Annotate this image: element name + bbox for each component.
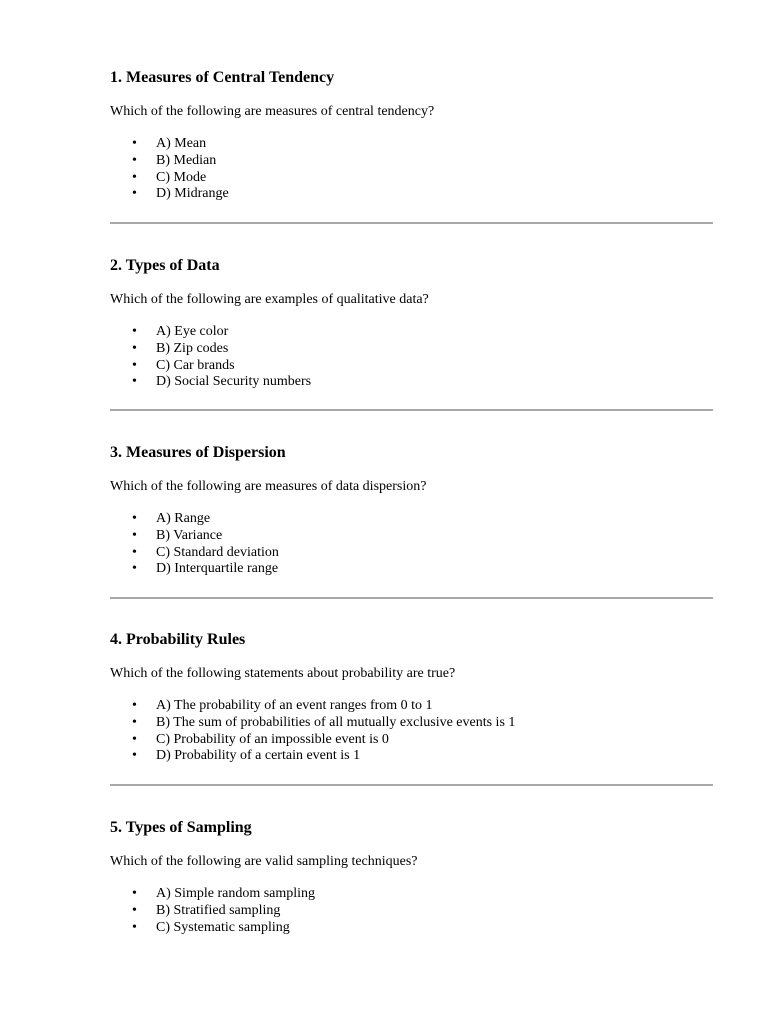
- option-a: [110, 324, 311, 341]
- bullet-icon: •: [132, 714, 137, 730]
- question-prompt: Which of the following are measures of central tendency?: [110, 104, 435, 119]
- divider: [110, 222, 713, 224]
- option-c: [110, 358, 311, 375]
- option-b: [110, 153, 229, 170]
- option-label: B) Variance: [156, 527, 223, 543]
- question-1: [110, 68, 713, 202]
- option-c: [110, 170, 229, 187]
- option-label: A) Simple random sampling: [156, 886, 316, 901]
- option-label: B) Zip codes: [156, 340, 229, 356]
- options-list: [110, 886, 315, 936]
- option-label: D) Social Security numbers: [156, 374, 312, 390]
- option-label: D) Midrange: [156, 186, 229, 202]
- bullet-icon: •: [132, 169, 137, 185]
- question-2: [110, 256, 713, 390]
- option-d: [110, 561, 279, 578]
- question-4: [110, 630, 713, 764]
- bullet-icon: •: [132, 357, 137, 373]
- option-label: A) The probability of an event ranges from 0 to 1: [156, 698, 433, 713]
- option-label: A) Mean: [156, 136, 207, 151]
- question-prompt: Which of the following are measures of data dispersion?: [110, 479, 427, 494]
- bullet-icon: •: [132, 544, 137, 560]
- option-label: C) Systematic sampling: [156, 919, 290, 935]
- bullet-icon: •: [132, 374, 137, 390]
- option-c: [110, 732, 515, 749]
- option-a: [110, 698, 515, 715]
- question-title: 5. Types of Sampling: [110, 819, 252, 836]
- bullet-icon: •: [132, 886, 137, 901]
- option-label: C) Standard deviation: [156, 544, 279, 560]
- bullet-icon: •: [132, 698, 137, 713]
- bullet-icon: •: [132, 561, 137, 577]
- option-a: [110, 511, 279, 528]
- bullet-icon: •: [132, 527, 137, 543]
- option-a: [110, 136, 229, 153]
- bullet-icon: •: [132, 511, 137, 526]
- option-label: C) Car brands: [156, 357, 235, 373]
- option-label: C) Probability of an impossible event is 0: [156, 731, 389, 747]
- option-d: [110, 186, 229, 203]
- option-label: B) Stratified sampling: [156, 902, 281, 918]
- option-label: B) The sum of probabilities of all mutually exclusive events is 1: [156, 714, 516, 730]
- options-list: [110, 136, 229, 203]
- option-b: [110, 903, 315, 920]
- bullet-icon: •: [132, 731, 137, 747]
- option-c: [110, 545, 279, 562]
- option-label: A) Eye color: [156, 324, 229, 339]
- option-label: A) Range: [156, 511, 211, 526]
- option-c: [110, 920, 315, 937]
- question-5: [110, 818, 713, 935]
- question-title: 2. Types of Data: [110, 257, 220, 274]
- option-label: D) Probability of a certain event is 1: [156, 748, 361, 764]
- question-3: [110, 443, 713, 577]
- bullet-icon: •: [132, 919, 137, 935]
- options-list: [110, 511, 279, 578]
- option-label: D) Interquartile range: [156, 561, 279, 577]
- divider: [110, 597, 713, 599]
- question-prompt: Which of the following are examples of qualitative data?: [110, 292, 429, 307]
- option-d: [110, 748, 515, 765]
- bullet-icon: •: [132, 324, 137, 339]
- divider: [110, 784, 713, 786]
- bullet-icon: •: [132, 186, 137, 202]
- option-label: C) Mode: [156, 169, 207, 185]
- option-label: B) Median: [156, 152, 217, 168]
- option-b: [110, 341, 311, 358]
- question-prompt: Which of the following are valid sampling techniques?: [110, 854, 418, 869]
- divider: [110, 409, 713, 411]
- bullet-icon: •: [132, 748, 137, 764]
- option-d: [110, 374, 311, 391]
- options-list: [110, 698, 515, 765]
- option-b: [110, 528, 279, 545]
- bullet-icon: •: [132, 136, 137, 151]
- question-prompt: Which of the following statements about probability are true?: [110, 666, 456, 681]
- question-title: 1. Measures of Central Tendency: [110, 69, 335, 86]
- bullet-icon: •: [132, 902, 137, 918]
- option-a: [110, 886, 315, 903]
- question-title: 3. Measures of Dispersion: [110, 444, 286, 461]
- bullet-icon: •: [132, 152, 137, 168]
- options-list: [110, 324, 311, 391]
- option-b: [110, 715, 515, 732]
- question-title: 4. Probability Rules: [110, 631, 246, 648]
- bullet-icon: •: [132, 340, 137, 356]
